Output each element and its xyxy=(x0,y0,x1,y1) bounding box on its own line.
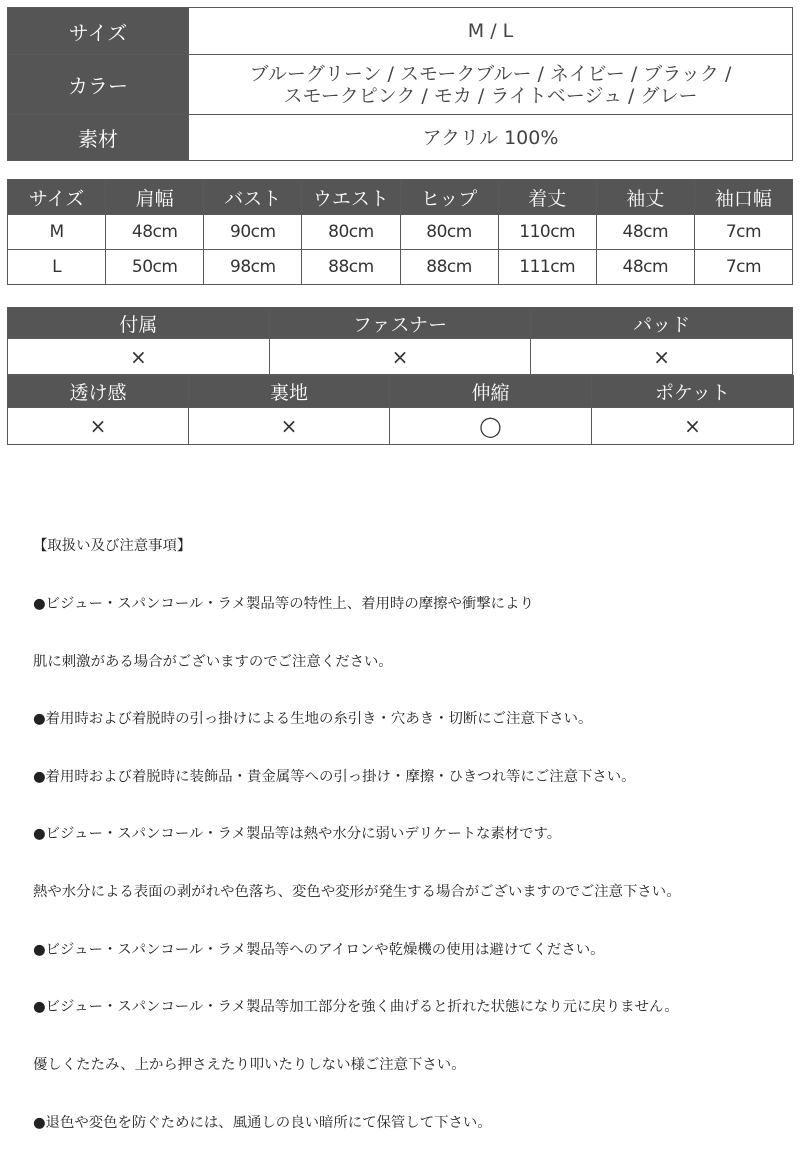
care-note-line: ●ビジュー・スパンコール・ラメ製品等へのアイロンや乾燥機の使用は避けてください。 xyxy=(33,941,605,958)
material-label: 素材 xyxy=(8,115,189,161)
size-chart-cell: 48cm xyxy=(596,250,694,285)
care-note-line: 熱や水分による表面の剥がれや色落ち、変色や変形が発生する場合がございますのでご注意下さい。 xyxy=(33,884,681,901)
feature-value-sheerness: × xyxy=(8,408,189,445)
size-chart-cell: 88cm xyxy=(400,250,498,285)
care-note-line: ●着用時および着脱時に装飾品・貴金属等への引っ掛け・摩擦・ひきつれ等にご注意下さい。 xyxy=(33,768,636,785)
size-chart-row-l xyxy=(8,250,793,285)
feature-header-accessory: 付属 xyxy=(8,308,270,339)
care-note-line: ●ビジュー・スパンコール・ラメ製品等加工部分を強く曲げると折れた状態になり元に戻りません。 xyxy=(33,999,679,1016)
size-chart-header: サイズ xyxy=(8,180,106,215)
size-chart-cell: 111cm xyxy=(498,250,596,285)
color-row xyxy=(8,55,793,115)
feature-value-zipper: × xyxy=(269,339,531,375)
size-chart-header: バスト xyxy=(204,180,302,215)
size-chart-header: 肩幅 xyxy=(106,180,204,215)
size-chart-cell: L xyxy=(8,250,106,285)
feature-header-pocket: ポケット xyxy=(592,376,794,408)
care-note-line: ●退色や変色を防ぐためには、風通しの良い暗所にて保管して下さい。 xyxy=(33,1114,492,1131)
care-note-line: 優しくたたみ、上から押さえたり叩いたりしない様ご注意下さい。 xyxy=(33,1056,466,1073)
features-2-value-row xyxy=(8,408,794,445)
feature-header-pad: パッド xyxy=(531,308,793,339)
feature-value-lining: × xyxy=(189,408,390,445)
feature-header-lining: 裏地 xyxy=(189,376,390,408)
care-notes xyxy=(33,499,793,1152)
features-2-header-row xyxy=(8,376,794,408)
size-chart-header-row xyxy=(8,180,793,215)
size-row xyxy=(8,8,793,55)
size-chart-header: 着丈 xyxy=(498,180,596,215)
material-row xyxy=(8,115,793,161)
color-value xyxy=(189,55,793,115)
care-note-line: 肌に刺激がある場合がございますのでご注意ください。 xyxy=(33,653,393,670)
feature-value-pad: × xyxy=(531,339,793,375)
product-info-table xyxy=(7,7,793,161)
features-1-header-row xyxy=(8,308,793,339)
care-notes-heading: 【取扱い及び注意事項】 xyxy=(33,538,192,555)
size-chart-cell: 80cm xyxy=(400,215,498,250)
feature-header-sheerness: 透け感 xyxy=(8,376,189,408)
size-chart-cell: M xyxy=(8,215,106,250)
size-chart-cell: 48cm xyxy=(596,215,694,250)
size-value: M / L xyxy=(189,8,793,55)
size-chart-row-m xyxy=(8,215,793,250)
size-chart-cell: 90cm xyxy=(204,215,302,250)
color-label: カラー xyxy=(8,55,189,115)
size-chart-cell: 88cm xyxy=(302,250,400,285)
care-note-line: ●ビジュー・スパンコール・ラメ製品等の特性上、着用時の摩擦や衝撃により xyxy=(33,596,534,613)
feature-header-zipper: ファスナー xyxy=(269,308,531,339)
color-value-line2: スモークピンク / モカ / ライトベージュ / グレー xyxy=(283,84,698,107)
size-chart-cell: 98cm xyxy=(204,250,302,285)
size-chart-header: ヒップ xyxy=(400,180,498,215)
size-chart-cell: 48cm xyxy=(106,215,204,250)
feature-value-pocket: × xyxy=(592,408,794,445)
size-chart-header: 袖口幅 xyxy=(694,180,792,215)
size-label: サイズ xyxy=(8,8,189,55)
size-chart-cell: 7cm xyxy=(694,215,792,250)
care-note-line: ●着用時および着脱時の引っ掛けによる生地の糸引き・穴あき・切断にご注意下さい。 xyxy=(33,711,593,728)
size-chart-cell: 50cm xyxy=(106,250,204,285)
material-value: アクリル 100% xyxy=(189,115,793,161)
size-chart-header: ウエスト xyxy=(302,180,400,215)
feature-value-stretch: ◯ xyxy=(390,408,592,445)
features-1-value-row xyxy=(8,339,793,375)
size-chart-header: 袖丈 xyxy=(596,180,694,215)
size-chart-cell: 110cm xyxy=(498,215,596,250)
feature-value-accessory: × xyxy=(8,339,270,375)
size-chart-cell: 7cm xyxy=(694,250,792,285)
features-table-2 xyxy=(7,375,794,445)
feature-header-stretch: 伸縮 xyxy=(390,376,592,408)
features-table-1 xyxy=(7,307,793,375)
size-chart-cell: 80cm xyxy=(302,215,400,250)
care-note-line: ●ビジュー・スパンコール・ラメ製品等は熱や水分に弱いデリケートな素材です。 xyxy=(33,826,562,843)
color-value-line1: ブルーグリーン / スモークブルー / ネイビー / ブラック / xyxy=(249,62,732,85)
size-chart-table xyxy=(7,179,793,285)
